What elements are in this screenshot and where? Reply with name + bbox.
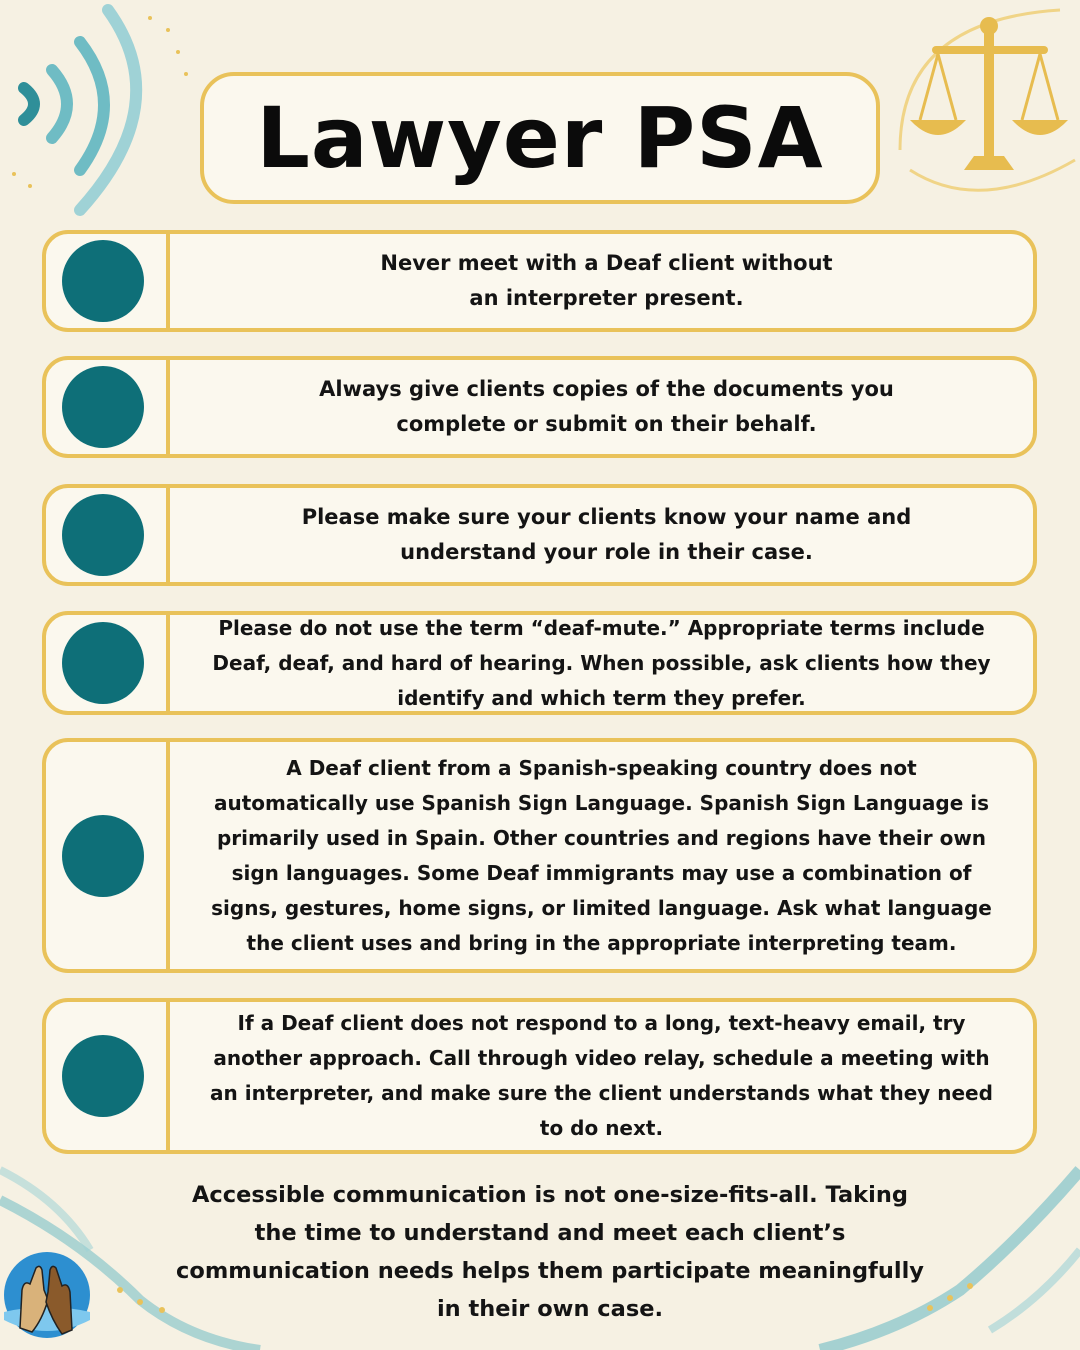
tip-line: Please do not use the term “deaf-mute.” Appropriate terms include bbox=[218, 615, 985, 640]
tip-card bbox=[42, 484, 1037, 586]
tip-text bbox=[174, 742, 1029, 969]
card-divider bbox=[166, 234, 170, 328]
tip-line: sign languages. Some Deaf immigrants may use a combination of bbox=[231, 860, 972, 885]
tip-line: If a Deaf client does not respond to a long, text-heavy email, try bbox=[237, 1011, 966, 1035]
tip-text bbox=[174, 1002, 1029, 1150]
bullet-dot bbox=[62, 366, 144, 448]
page-title: Lawyer PSA bbox=[256, 89, 824, 187]
tip-line: to do next. bbox=[539, 1116, 664, 1140]
tip-text bbox=[194, 488, 1019, 582]
tip-line: signs, gestures, home signs, or limited language. Ask what language bbox=[211, 895, 992, 920]
tip-line: Deaf, deaf, and hard of hearing. When possible, ask clients how they bbox=[212, 650, 991, 675]
tip-text bbox=[194, 360, 1019, 454]
bullet-dot bbox=[62, 240, 144, 322]
tip-line: an interpreter present. bbox=[469, 286, 744, 310]
tip-line: the client uses and bring in the appropriate interpreting team. bbox=[246, 930, 957, 955]
closing-line: in their own case. bbox=[436, 1296, 664, 1322]
tip-line: A Deaf client from a Spanish-speaking country does not bbox=[286, 755, 917, 780]
closing-line: the time to understand and meet each client’s bbox=[254, 1220, 846, 1246]
title-banner bbox=[200, 72, 880, 204]
tip-card bbox=[42, 998, 1037, 1154]
tip-card bbox=[42, 230, 1037, 332]
card-divider bbox=[166, 742, 170, 969]
bullet-dot bbox=[62, 494, 144, 576]
tip-text bbox=[174, 615, 1029, 711]
tip-line: Never meet with a Deaf client without bbox=[380, 251, 833, 275]
tip-line: another approach. Call through video relay, schedule a meeting with bbox=[213, 1046, 990, 1070]
tip-card bbox=[42, 356, 1037, 458]
bullet-dot bbox=[62, 815, 144, 897]
scales-of-justice-icon bbox=[880, 0, 1080, 215]
tip-line: Please make sure your clients know your name and bbox=[301, 505, 912, 529]
closing-statement bbox=[150, 1176, 950, 1328]
sound-waves-icon bbox=[0, 0, 200, 230]
bullet-dot bbox=[62, 1035, 144, 1117]
tip-line: primarily used in Spain. Other countries and regions have their own bbox=[216, 825, 987, 850]
tip-line: Always give clients copies of the documents you bbox=[319, 377, 894, 401]
closing-line: communication needs helps them participate meaningfully bbox=[176, 1258, 924, 1284]
tip-line: an interpreter, and make sure the client understands what they need bbox=[210, 1081, 993, 1105]
card-divider bbox=[166, 488, 170, 582]
signing-hands-logo bbox=[2, 1250, 92, 1340]
tip-line: automatically use Spanish Sign Language. Spanish Sign Language is bbox=[213, 790, 989, 815]
bullet-dot bbox=[62, 622, 144, 704]
tip-card bbox=[42, 738, 1037, 973]
tip-line: identify and which term they prefer. bbox=[397, 685, 806, 710]
tip-card bbox=[42, 611, 1037, 715]
tip-line: complete or submit on their behalf. bbox=[396, 412, 817, 436]
card-divider bbox=[166, 360, 170, 454]
card-divider bbox=[166, 615, 170, 711]
closing-line: Accessible communication is not one-size-fits-all. Taking bbox=[192, 1182, 908, 1208]
card-divider bbox=[166, 1002, 170, 1150]
tip-text bbox=[194, 234, 1019, 328]
tip-line: understand your role in their case. bbox=[400, 540, 813, 564]
